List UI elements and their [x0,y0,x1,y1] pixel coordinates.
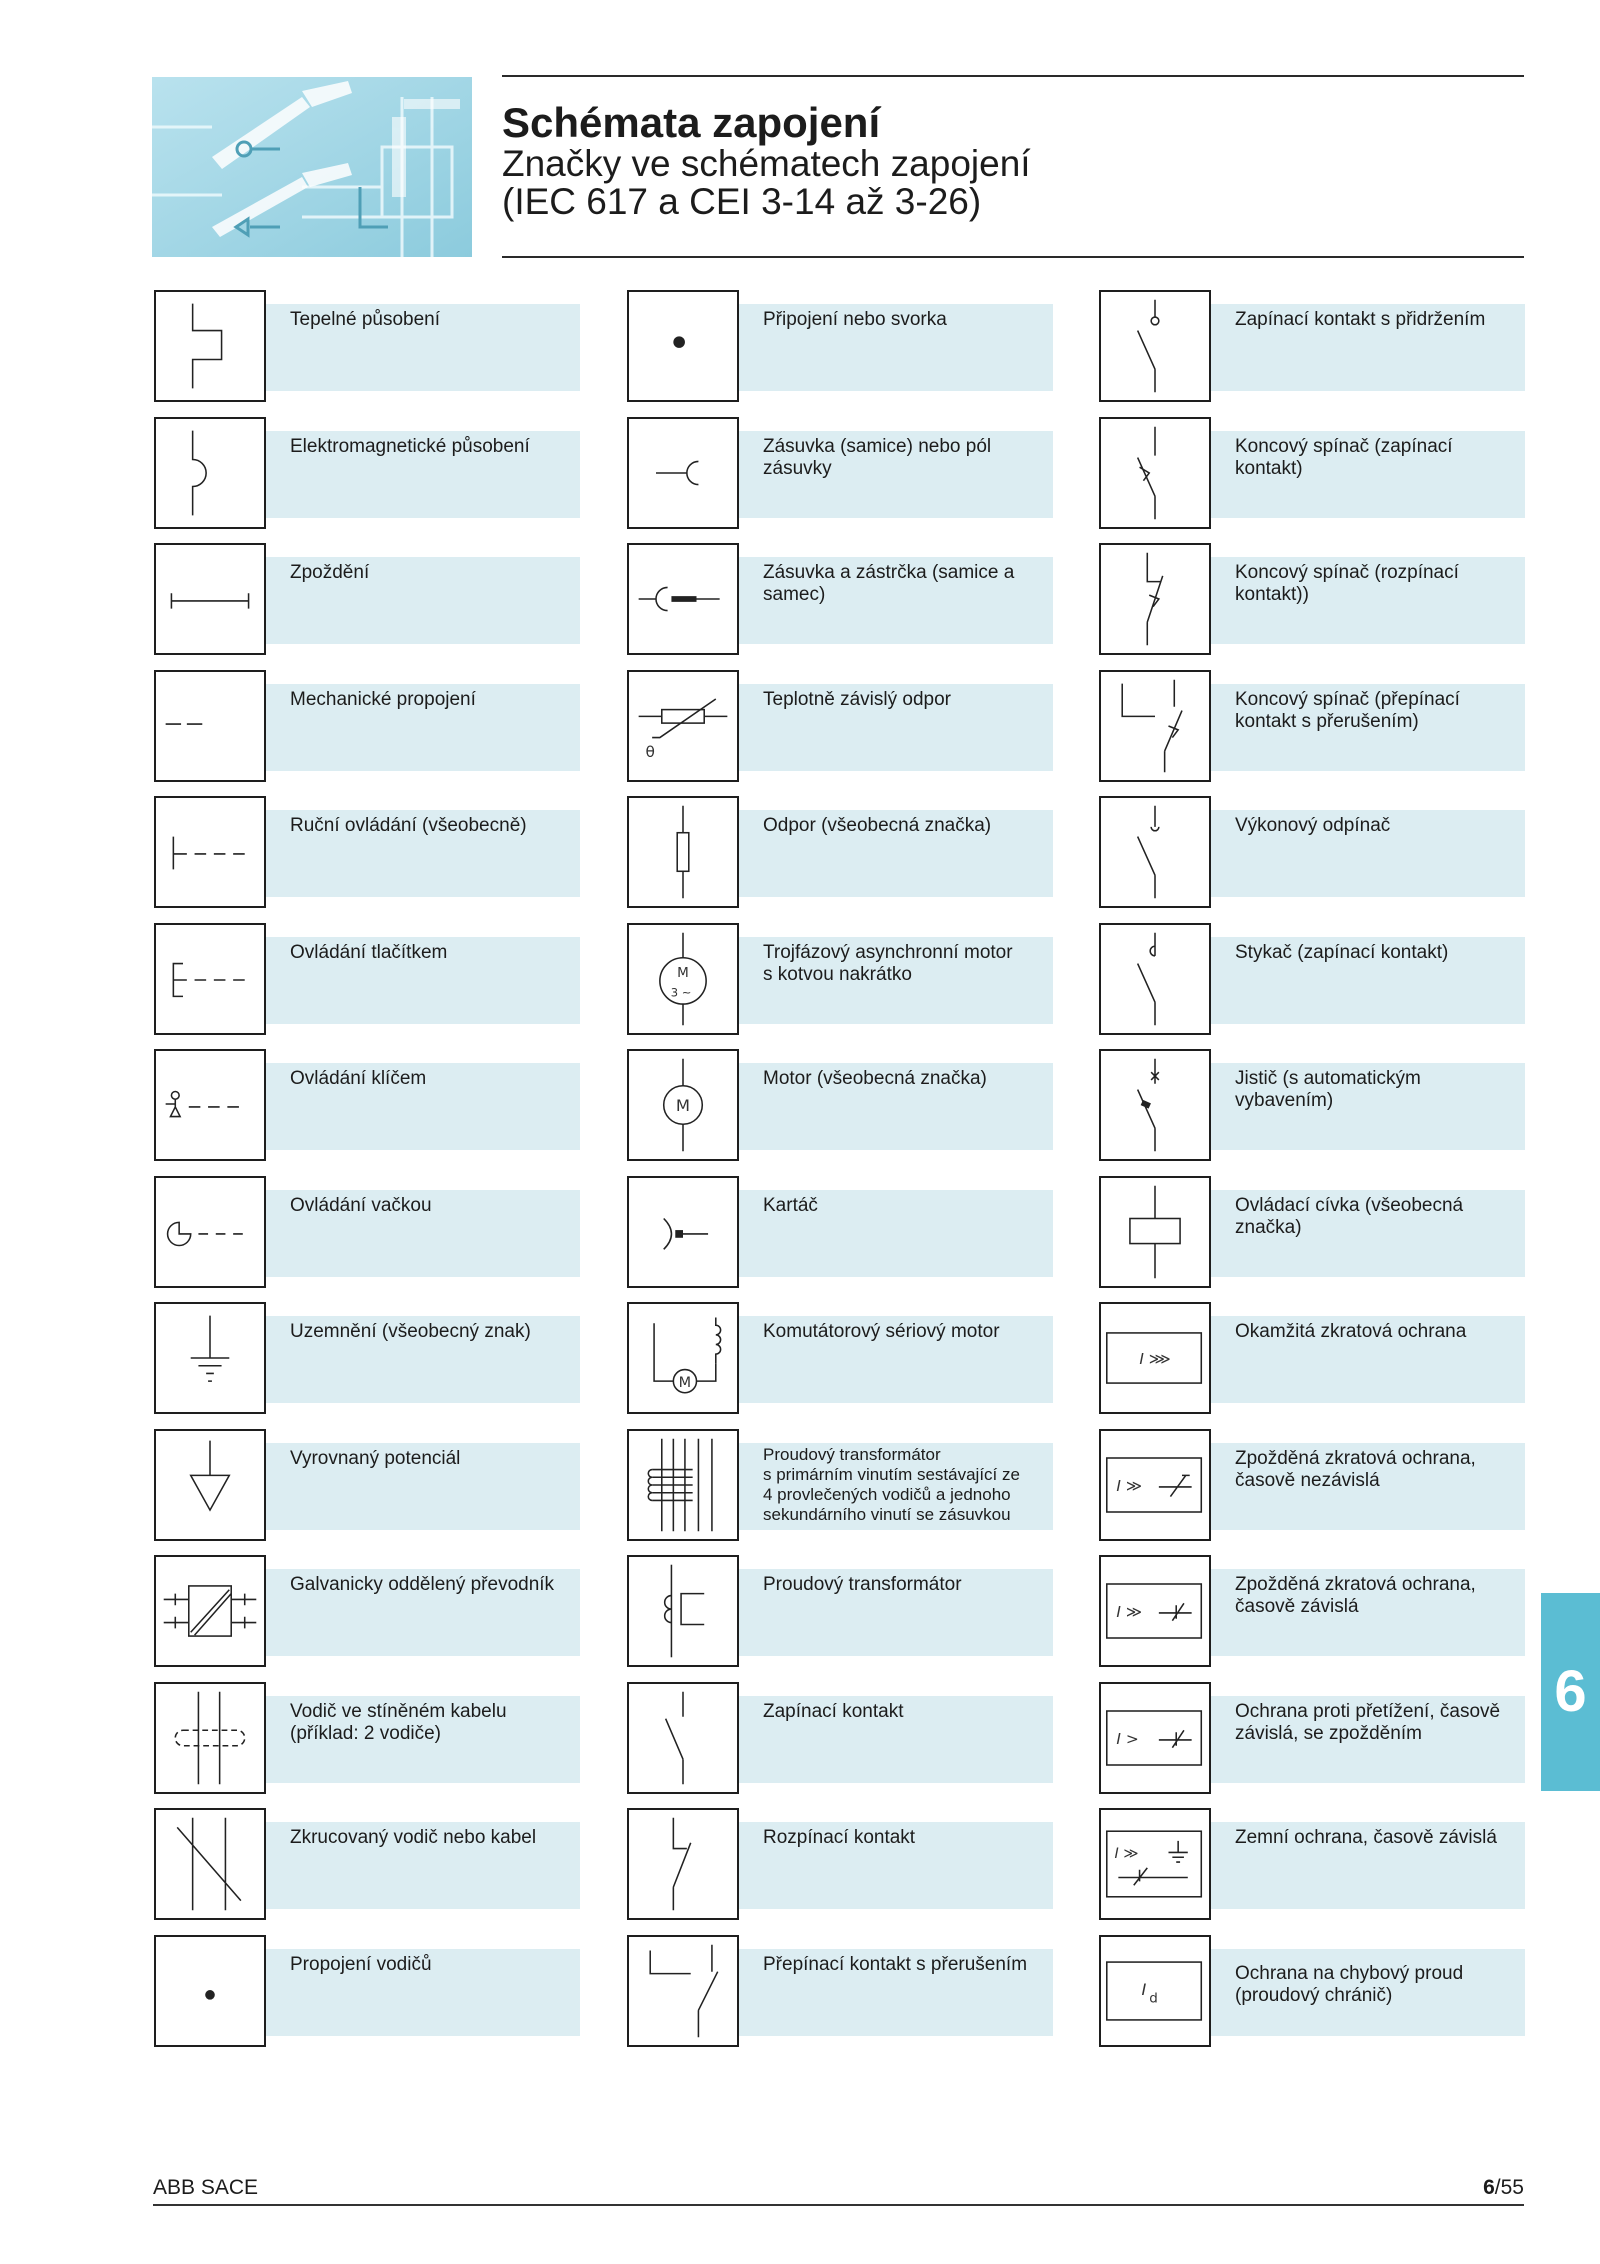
symbol-box [627,543,739,655]
symbol-box [154,923,266,1035]
symbol-entry [627,417,1053,529]
symbol-entry [627,1049,1053,1161]
symbol-caption: Kartáč [739,1190,1053,1277]
symbol-box [627,1555,739,1667]
limit-switch-make-icon [1101,419,1209,527]
switch-disconnector-icon [1101,798,1209,906]
symbol-entry [154,670,580,782]
symbol-caption: Tepelné působení [266,304,580,391]
header-illustration [152,77,472,257]
symbol-entry [1099,543,1525,655]
symbol-caption: Elektromagnetické působení [266,431,580,518]
symbol-box [1099,923,1211,1035]
symbol-box [1099,796,1211,908]
earthing-icon [156,1304,264,1412]
protection-subscript: d [1149,1990,1158,2007]
symbol-entry [1099,417,1525,529]
symbol-caption: Zapínací kontakt s přidržením [1211,304,1525,391]
instant-short-circuit-protection-icon [1101,1304,1209,1412]
symbol-box [154,796,266,908]
symbol-entry [154,1555,580,1667]
symbol-caption: Rozpínací kontakt [739,1822,1053,1909]
symbol-box [154,1429,266,1541]
symbol-box [627,290,739,402]
symbol-entry [154,1935,580,2047]
symbol-caption: Zapínací kontakt [739,1696,1053,1783]
symbol-entry [1099,1808,1525,1920]
symbol-box [1099,1302,1211,1414]
symbol-box [1099,1682,1211,1794]
symbol-entry [627,1302,1053,1414]
symbol-caption: Trojfázový asynchronní motor s kotvou nakrátko [739,937,1053,1024]
symbol-box [154,290,266,402]
symbol-entry [627,1808,1053,1920]
delay-icon [156,545,264,653]
symbol-box [1099,1935,1211,2047]
protection-glyph: I ≫ [1116,1476,1143,1495]
symbol-entry [1099,796,1525,908]
symbol-entry [1099,1429,1525,1541]
symbol-entry [154,417,580,529]
symbol-caption: Ovládání klíčem [266,1063,580,1150]
symbol-caption: Zásuvka a zástrčka (samice a samec) [739,557,1053,644]
protection-glyph: I > [1116,1729,1139,1748]
symbol-caption: Zemní ochrana, časově závislá [1211,1822,1525,1909]
symbol-entry [154,1049,580,1161]
symbol-entry [627,1555,1053,1667]
symbol-entry [154,1682,580,1794]
symbol-caption: Motor (všeobecná značka) [739,1063,1053,1150]
symbol-box [627,796,739,908]
symbol-caption: Odpor (všeobecná značka) [739,810,1053,897]
symbol-caption: Uzemnění (všeobecný znak) [266,1316,580,1403]
phase-label: 3 ~ [670,985,692,1000]
motor-letter: M [675,1095,691,1115]
conductor-junction-icon [156,1937,264,2045]
series-commutator-motor-icon [629,1304,737,1412]
page-title: Schémata zapojení [502,99,881,146]
symbol-box [154,1302,266,1414]
socket-icon [629,419,737,527]
overload-protection-icon [1101,1684,1209,1792]
break-contact-icon [629,1810,737,1918]
symbol-box [627,923,739,1035]
symbol-box [627,1049,739,1161]
thermal-effect-icon [156,292,264,400]
symbol-entry [1099,1176,1525,1288]
motor-icon [629,1051,737,1159]
terminal-icon [629,292,737,400]
symbol-box [154,417,266,529]
brush-icon [629,1178,737,1286]
symbol-box [627,1935,739,2047]
symbol-box [1099,1808,1211,1920]
symbol-caption: Koncový spínač (zapínací kontakt) [1211,431,1525,518]
symbol-entry [1099,1682,1525,1794]
symbol-entry [627,923,1053,1035]
symbol-entry [1099,290,1525,402]
symbol-caption: Zásuvka (samice) nebo pól zásuvky [739,431,1053,518]
socket-and-plug-icon [629,545,737,653]
symbol-caption: Zkrucovaný vodič nebo kabel [266,1822,580,1909]
symbol-entry [627,1176,1053,1288]
protection-glyph: I ≫ [1116,1602,1143,1621]
symbol-box [1099,1049,1211,1161]
electromagnetic-effect-icon [156,419,264,527]
symbol-entry [627,543,1053,655]
theta-symbol: θ [645,742,655,761]
symbol-caption: Vyrovnaný potenciál [266,1443,580,1530]
manual-operation-icon [156,798,264,906]
motor-letter: M [677,965,689,982]
twisted-conductor-icon [156,1810,264,1918]
control-coil-icon [1101,1178,1209,1286]
limit-switch-changeover-icon [1101,672,1209,780]
symbol-entry [627,670,1053,782]
footer-rule [153,2204,1524,2206]
symbol-caption: Teplotně závislý odpor [739,684,1053,771]
changeover-contact-icon [629,1937,737,2045]
symbol-caption: Ruční ovládání (všeobecně) [266,810,580,897]
symbol-entry [154,1302,580,1414]
symbol-entry [1099,1935,1525,2047]
symbol-box [627,1302,739,1414]
symbol-entry [154,796,580,908]
symbol-box [1099,543,1211,655]
limit-switch-break-icon [1101,545,1209,653]
symbol-entry [627,290,1053,402]
current-transformer-icon [629,1557,737,1665]
make-contact-icon [629,1684,737,1792]
symbol-box [1099,290,1211,402]
symbol-box [627,1682,739,1794]
symbol-entry [1099,1049,1525,1161]
symbol-caption: Zpoždění [266,557,580,644]
footer-section: 6 [1483,2176,1495,2199]
symbol-caption: Okamžitá zkratová ochrana [1211,1316,1525,1403]
shielded-cable-icon [156,1684,264,1792]
symbol-caption: Koncový spínač (přepínací kontakt s přerušením) [1211,684,1525,771]
symbol-box [1099,417,1211,529]
symbol-box [627,1808,739,1920]
earth-fault-protection-icon [1101,1810,1209,1918]
protection-glyph: I ≫ [1114,1846,1139,1863]
symbol-caption: Ovládání vačkou [266,1190,580,1277]
symbol-entry [627,1935,1053,2047]
symbol-box [627,417,739,529]
symbol-box [1099,670,1211,782]
header-bottom-rule [502,256,1524,258]
resistor-icon [629,798,737,906]
symbol-entry [154,543,580,655]
mechanical-link-icon [156,672,264,780]
definite-time-short-circuit-protection-icon [1101,1431,1209,1539]
symbol-box [154,670,266,782]
key-operation-icon [156,1051,264,1159]
symbol-entry [627,1429,1053,1541]
symbol-caption: Ochrana proti přetížení, časově závislá, se zpožděním [1211,1696,1525,1783]
symbol-entry [1099,923,1525,1035]
symbol-box [154,1682,266,1794]
symbol-box [154,1176,266,1288]
footer-company: ABB SACE [153,2176,259,2199]
symbol-entry [154,923,580,1035]
symbol-caption: Výkonový odpínač [1211,810,1525,897]
symbol-entry [1099,670,1525,782]
symbol-caption: Stykač (zapínací kontakt) [1211,937,1525,1024]
symbol-entry [154,1808,580,1920]
symbol-entry [154,290,580,402]
symbol-caption: Připojení nebo svorka [739,304,1053,391]
symbol-box [154,1935,266,2047]
symbol-box [627,1176,739,1288]
symbol-box [1099,1429,1211,1541]
latching-make-contact-icon [1101,292,1209,400]
contactor-icon [1101,925,1209,1033]
symbol-caption: Ochrana na chybový proud (proudový chránič) [1211,1949,1525,2036]
symbol-caption: Ovládání tlačítkem [266,937,580,1024]
three-phase-motor-icon [629,925,737,1033]
symbol-caption: Proudový transformátor s primárním vinutím sestávající ze 4 provlečených vodičů a jednoho sekundárního vinutí se zásuvkou [739,1443,1053,1530]
symbol-box [154,543,266,655]
residual-current-protection-icon [1101,1937,1209,2045]
inverse-time-short-circuit-protection-icon [1101,1557,1209,1665]
symbol-caption: Ovládací cívka (všeobecná značka) [1211,1190,1525,1277]
galvanic-isolated-converter-icon [156,1557,264,1665]
thermistor-icon [629,672,737,780]
push-button-operation-icon [156,925,264,1033]
symbol-caption: Galvanicky oddělený převodník [266,1569,580,1656]
symbol-box [627,1429,739,1541]
page-subtitle-standard: (IEC 617 a CEI 3-14 až 3-26) [502,181,982,222]
circuit-breaker-icon [1101,1051,1209,1159]
cam-operation-icon [156,1178,264,1286]
symbol-caption: Propojení vodičů [266,1949,580,2036]
symbol-caption: Jistič (s automatickým vybavením) [1211,1063,1525,1150]
symbol-box [1099,1176,1211,1288]
header-top-rule [502,75,1524,77]
symbol-caption: Komutátorový sériový motor [739,1316,1053,1403]
symbol-box [154,1555,266,1667]
symbol-entry [627,796,1053,908]
protection-glyph: I [1141,1979,1147,1999]
symbol-box [627,670,739,782]
symbol-entry [154,1429,580,1541]
symbol-entry [1099,1555,1525,1667]
multi-conductor-current-transformer-icon [629,1431,737,1539]
symbol-caption: Koncový spínač (rozpínací kontakt)) [1211,557,1525,644]
symbol-entry [1099,1302,1525,1414]
symbol-entry [154,1176,580,1288]
symbol-caption: Zpožděná zkratová ochrana, časově závislá [1211,1569,1525,1656]
footer-page: /55 [1494,2176,1524,2199]
motor-letter: M [678,1374,692,1391]
protection-glyph: I ⋙ [1139,1349,1171,1368]
symbol-caption: Zpožděná zkratová ochrana, časově nezávislá [1211,1443,1525,1530]
symbol-caption: Mechanické propojení [266,684,580,771]
symbol-caption: Proudový transformátor [739,1569,1053,1656]
chapter-tab: 6 [1541,1593,1600,1791]
symbol-box [154,1808,266,1920]
symbol-box [154,1049,266,1161]
symbol-caption: Přepínací kontakt s přerušením [739,1949,1053,2036]
footer-page-number [1483,2176,1524,2200]
page-subtitle: Značky ve schématech zapojení [502,143,1031,184]
equipotential-icon [156,1431,264,1539]
symbol-entry [627,1682,1053,1794]
symbol-box [1099,1555,1211,1667]
symbol-caption: Vodič ve stíněném kabelu (příklad: 2 vodiče) [266,1696,580,1783]
